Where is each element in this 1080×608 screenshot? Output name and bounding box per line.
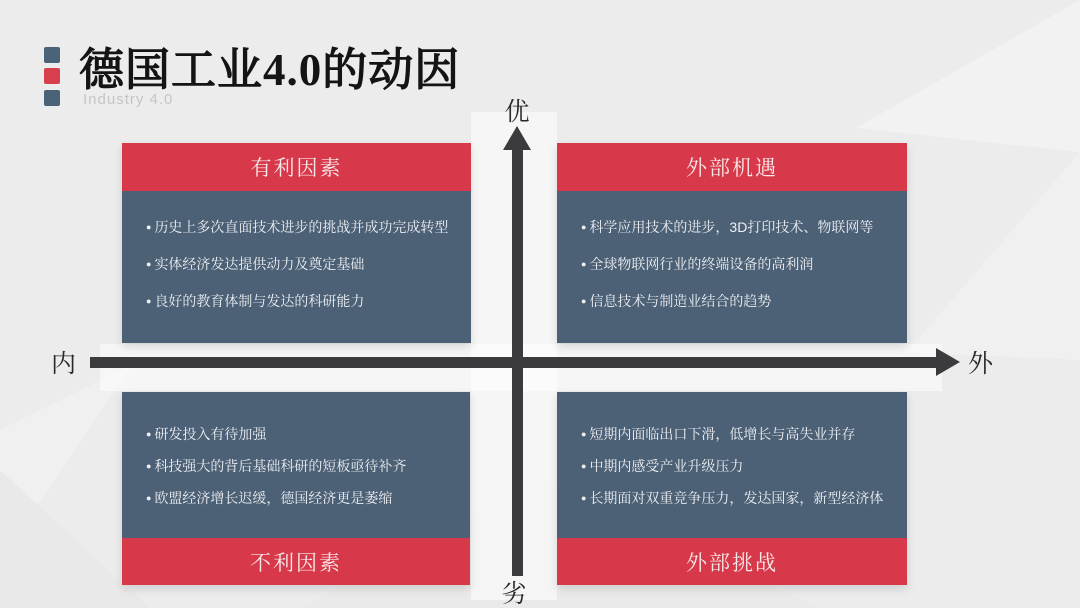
quadrant-body [122,392,470,538]
square-mark-icon [44,90,60,106]
bullet-item: ● 良好的教育体制与发达的科研能力 [146,291,465,313]
background-facet [907,152,1080,360]
quadrant-title: 有利因素 [250,157,343,180]
axis-label-right: 外 [968,350,994,378]
quadrant-footer [557,538,907,585]
square-mark-icon [44,47,60,63]
axis-label-top: 优 [504,98,530,126]
bullet-item: ● 研发投入有待加强 [146,425,464,446]
bullet-item: ● 长期面对双重竞争压力，发达国家，新型经济体 [581,489,901,510]
square-mark-icon [44,68,60,84]
quadrant-body [557,191,907,343]
bullet-list [122,392,470,510]
bullet-item: ● 实体经济发达提供动力及奠定基础 [146,254,465,276]
quadrant-body [122,191,471,343]
background-facet [856,0,1080,152]
bullet-list [122,191,471,313]
bullet-item: ● 全球物联网行业的终端设备的高利润 [581,254,901,276]
quadrant-title: 不利因素 [250,551,342,575]
axis-label-left: 内 [51,350,77,378]
bullet-item: ● 科技强大的背后基础科研的短板亟待补齐 [146,457,464,478]
bullet-item: ● 欧盟经济增长迟缓，德国经济更是萎缩 [146,489,464,510]
axis-arrow-up-icon [503,126,531,150]
bullet-item: ● 科学应用技术的进步，3D打印技术、物联网等 [581,217,901,239]
quadrant-external-challenges [557,392,907,585]
bullet-list [557,392,907,510]
quadrant-footer [122,538,470,585]
bullet-item: ● 短期内面临出口下滑，低增长与高失业并存 [581,425,901,446]
axis-horizontal-line [90,357,938,368]
quadrant-favorable-factors [122,143,471,343]
bullet-list [557,191,907,313]
bullet-item: ● 中期内感受产业升级压力 [581,457,901,478]
page-title: 德国工业4.0的动因 [79,45,461,95]
quadrant-header [122,143,471,191]
bullet-item: ● 历史上多次直面技术进步的挑战并成功完成转型 [146,217,465,239]
axis-label-bottom: 劣 [501,580,527,608]
quadrant-header [557,143,907,191]
axis-arrow-right-icon [936,348,960,376]
quadrant-body [557,392,907,538]
quadrant-external-opportunities [557,143,907,343]
quadrant-title: 外部机遇 [686,157,778,180]
quadrant-title: 外部挑战 [686,551,778,575]
page-subtitle: Industry 4.0 [83,91,174,108]
quadrant-unfavorable-factors [122,392,470,585]
bullet-item: ● 信息技术与制造业结合的趋势 [581,291,901,313]
